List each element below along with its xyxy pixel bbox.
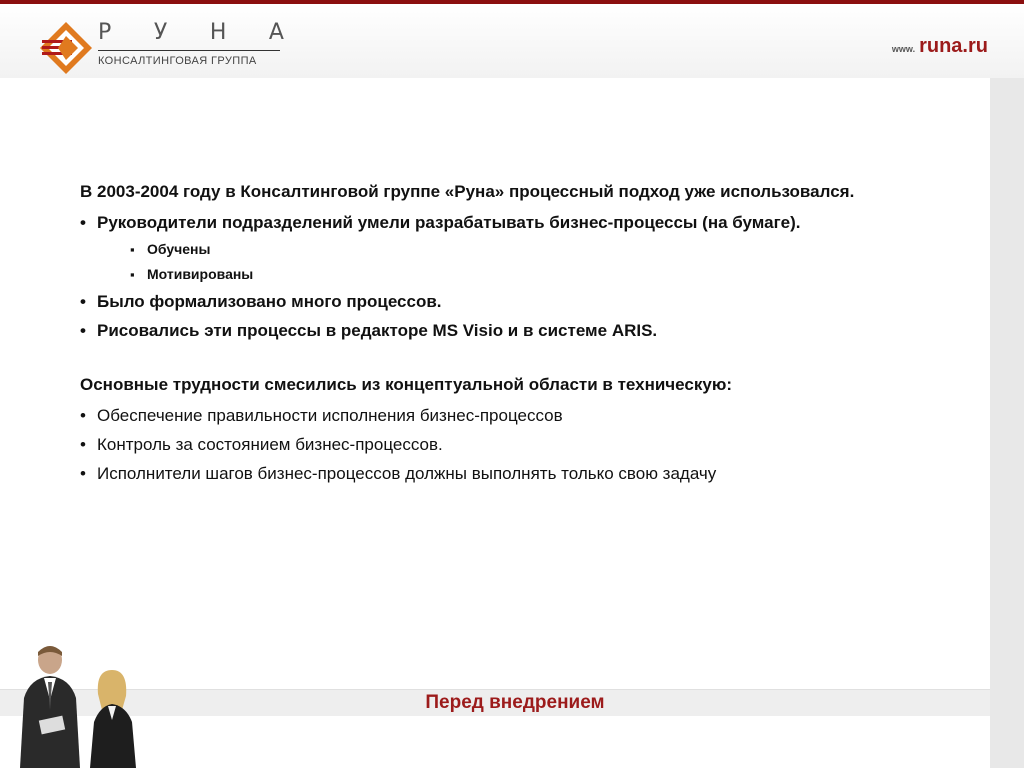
- runa-diamond-logo: [38, 20, 94, 76]
- spacer: [80, 345, 960, 373]
- logo-letter: У: [153, 20, 168, 45]
- site-url[interactable]: [892, 35, 988, 58]
- logo-title: [98, 20, 284, 45]
- logo-letter: А: [268, 20, 284, 45]
- section1-list: [80, 208, 960, 237]
- section2-list: [80, 401, 960, 488]
- business-people-photo: [10, 640, 150, 768]
- site-prefix: www.: [891, 44, 916, 54]
- list-item: • Исполнители шагов бизнес-процессов должны выполнять только свою задачу: [80, 459, 960, 488]
- slide-content: [80, 180, 960, 488]
- sub-list: [80, 237, 960, 287]
- list-item: • Рисовались эти процессы в редакторе MS Visio и в системе ARIS.: [80, 316, 960, 345]
- section1-list-cont: [80, 287, 960, 345]
- list-item: • Обеспечение правильности исполнения бизнес-процессов: [80, 401, 960, 430]
- right-side-strip: [990, 78, 1024, 768]
- logo-subtitle: КОНСАЛТИНГОВАЯ ГРУППА: [98, 55, 257, 67]
- logo-letter: Н: [209, 20, 227, 45]
- footer-title: Перед внедрением: [425, 692, 605, 713]
- site-domain: runa.ru: [919, 35, 988, 57]
- list-item: • Было формализовано много процессов.: [80, 287, 960, 316]
- header-bar: [0, 4, 1024, 78]
- section1-heading: В 2003-2004 году в Консалтинговой группе «Руна» процессный подход уже использовался.: [80, 182, 855, 201]
- logo-letter: Р: [98, 20, 112, 45]
- section2-heading: Основные трудности смесились из концептуальной области в техническую:: [80, 375, 732, 394]
- sub-list-item: ▪ Обучены: [80, 237, 960, 262]
- list-item: • Руководители подразделений умели разрабатывать бизнес-процессы (на бумаге).: [80, 208, 960, 237]
- logo-divider: [98, 50, 280, 51]
- sub-list-item: ▪ Мотивированы: [80, 262, 960, 287]
- list-item: • Контроль за состоянием бизнес-процессов.: [80, 430, 960, 459]
